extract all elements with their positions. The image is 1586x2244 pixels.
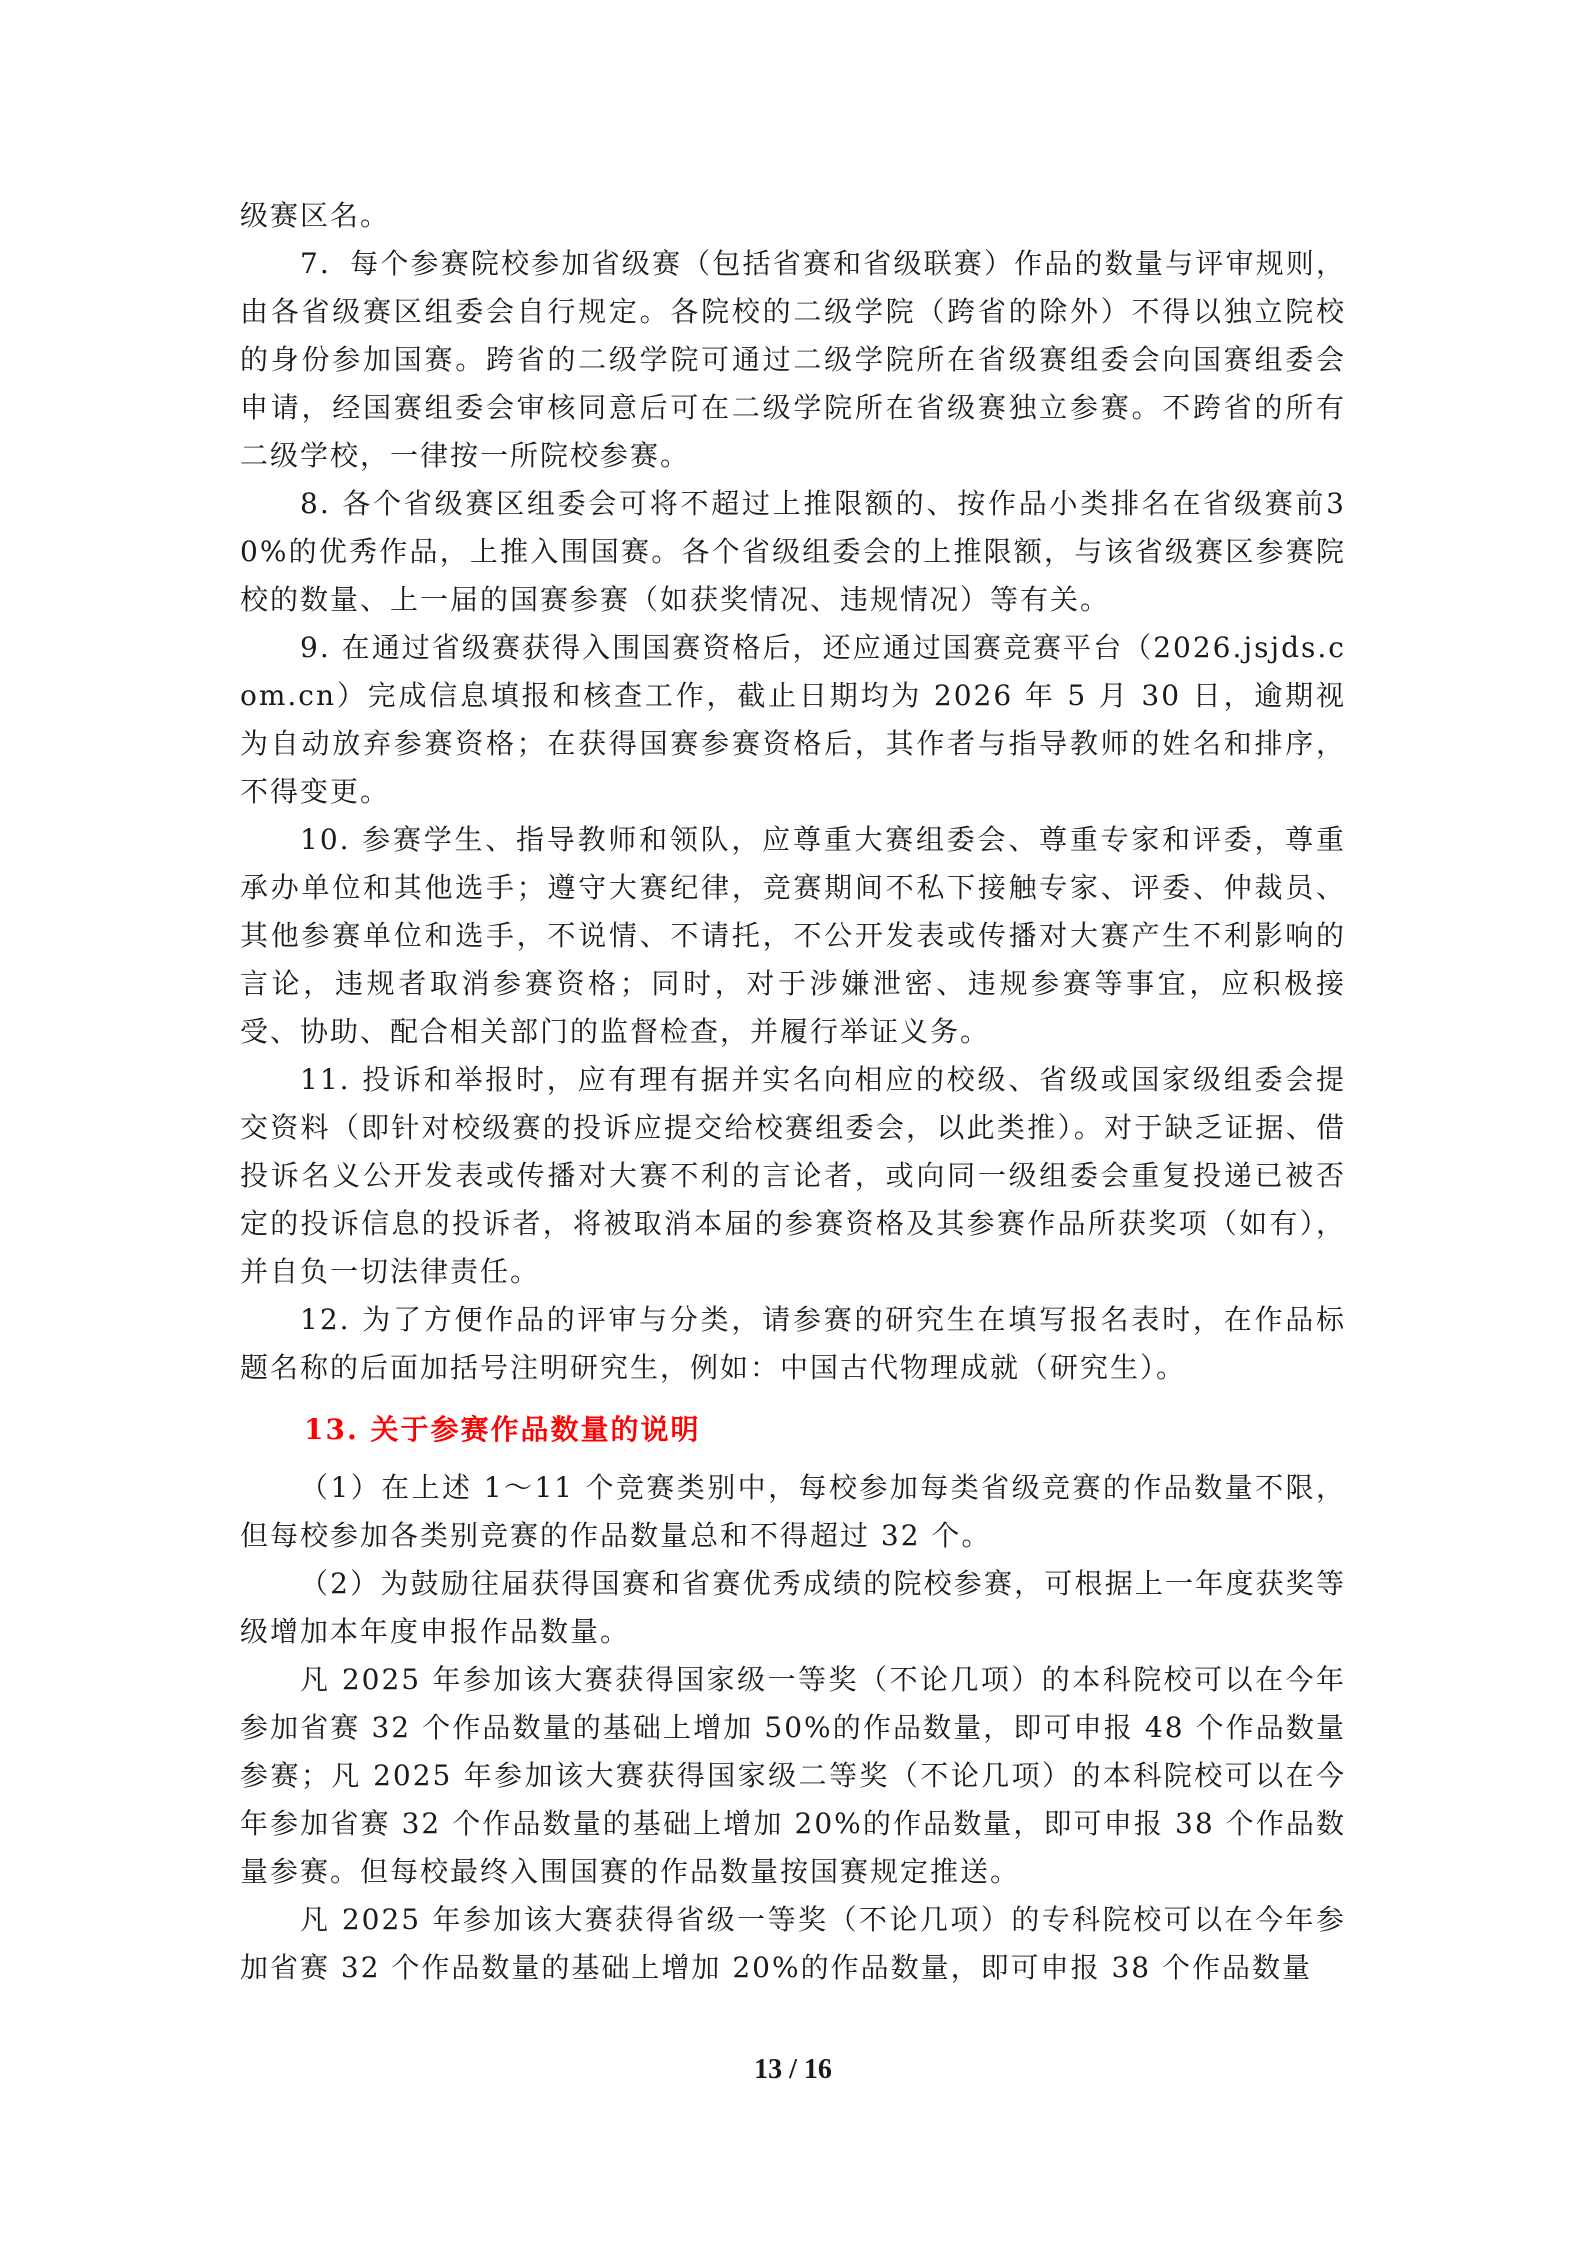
paragraph: 凡 2025 年参加该大赛获得国家级一等奖（不论几项）的本科院校可以在今年参加省赛 32 个作品数量的基础上增加 50%的作品数量，即可申报 48 个作品数量参赛；凡 2025 年参加该大赛获得国家级二等奖（不论几项）的本科院校可以在今年参加省赛 32 个作品数量的基础上增加 20%的作品数量，即可申报 38 个作品数量参赛。但每校最终入围国赛的作品数量按国赛规定推送。 (240, 1663, 1346, 1888)
paragraph: 8. 各个省级赛区组委会可将不超过上推限额的、按作品小类排名在省级赛前30%的优秀作品，上推入围国赛。各个省级组委会的上推限额，与该省级赛区参赛院校的数量、上一届的国赛参赛（如获奖情况、违规情况）等有关。 (240, 487, 1346, 616)
paragraph: （2）为鼓励往届获得国赛和省赛优秀成绩的院校参赛，可根据上一年度获奖等级增加本年度申报作品数量。 (240, 1567, 1346, 1648)
paragraph: 级赛区名。 (240, 199, 391, 232)
paragraph: 12. 为了方便作品的评审与分类，请参赛的研究生在填写报名表时，在作品标题名称的后面加括号注明研究生，例如：中国古代物理成就（研究生）。 (240, 1303, 1346, 1384)
paragraphs-after (240, 1464, 1346, 1992)
paragraphs-before (240, 192, 1346, 1392)
paragraph: 11. 投诉和举报时，应有理有据并实名向相应的校级、省级或国家级组委会提交资料（即针对校级赛的投诉应提交给校赛组委会，以此类推）。对于缺乏证据、借投诉名义公开发表或传播对大赛不利的言论者，或向同一级组委会重复投递已被否定的投诉信息的投诉者，将被取消本届的参赛资格及其参赛作品所获奖项（如有），并自负一切法律责任。 (240, 1063, 1346, 1288)
section-heading-13: 13. 关于参赛作品数量的说明 (304, 1413, 701, 1446)
document-body (240, 192, 1346, 1992)
paragraph: 10. 参赛学生、指导教师和领队，应尊重大赛组委会、尊重专家和评委，尊重承办单位和其他选手；遵守大赛纪律，竞赛期间不私下接触专家、评委、仲裁员、 其他参赛单位和选手，不说情、不请托，不公开发表或传播对大赛产生不利影响的言论，违规者取消参赛资格；同时，对于涉嫌泄密、违规参赛等事宜，应积极接受、协助、配合相关部门的监督检查，并履行举证义务。 (240, 823, 1346, 1048)
page-number: 13 / 16 (754, 2054, 832, 2085)
paragraph: （1）在上述 1～11 个竞赛类别中，每校参加每类省级竞赛的作品数量不限，但每校参加各类别竞赛的作品数量总和不得超过 32 个。 (240, 1471, 1346, 1552)
paragraph: 7．每个参赛院校参加省级赛（包括省赛和省级联赛）作品的数量与评审规则， 由各省级赛区组委会自行规定。各院校的二级学院（跨省的除外）不得以独立院校的身份参加国赛。跨省的二级学院可通过二级学院所在省级赛组委会向国赛组委会申请，经国赛组委会审核同意后可在二级学院所在省级赛独立参赛。不跨省的所有二级学校，一律按一所院校参赛。 (240, 247, 1346, 472)
paragraph: 9. 在通过省级赛获得入围国赛资格后，还应通过国赛竞赛平台（2026.jsjds.com.cn）完成信息填报和核查工作，截止日期均为 2026 年 5 月 30 日，逾期视为自动放弃参赛资格；在获得国赛参赛资格后，其作者与指导教师的姓名和排序，不得变更。 (240, 631, 1346, 808)
paragraph: 凡 2025 年参加该大赛获得省级一等奖（不论几项）的专科院校可以在今年参加省赛 32 个作品数量的基础上增加 20%的作品数量，即可申报 38 个作品数量 (240, 1903, 1346, 1984)
